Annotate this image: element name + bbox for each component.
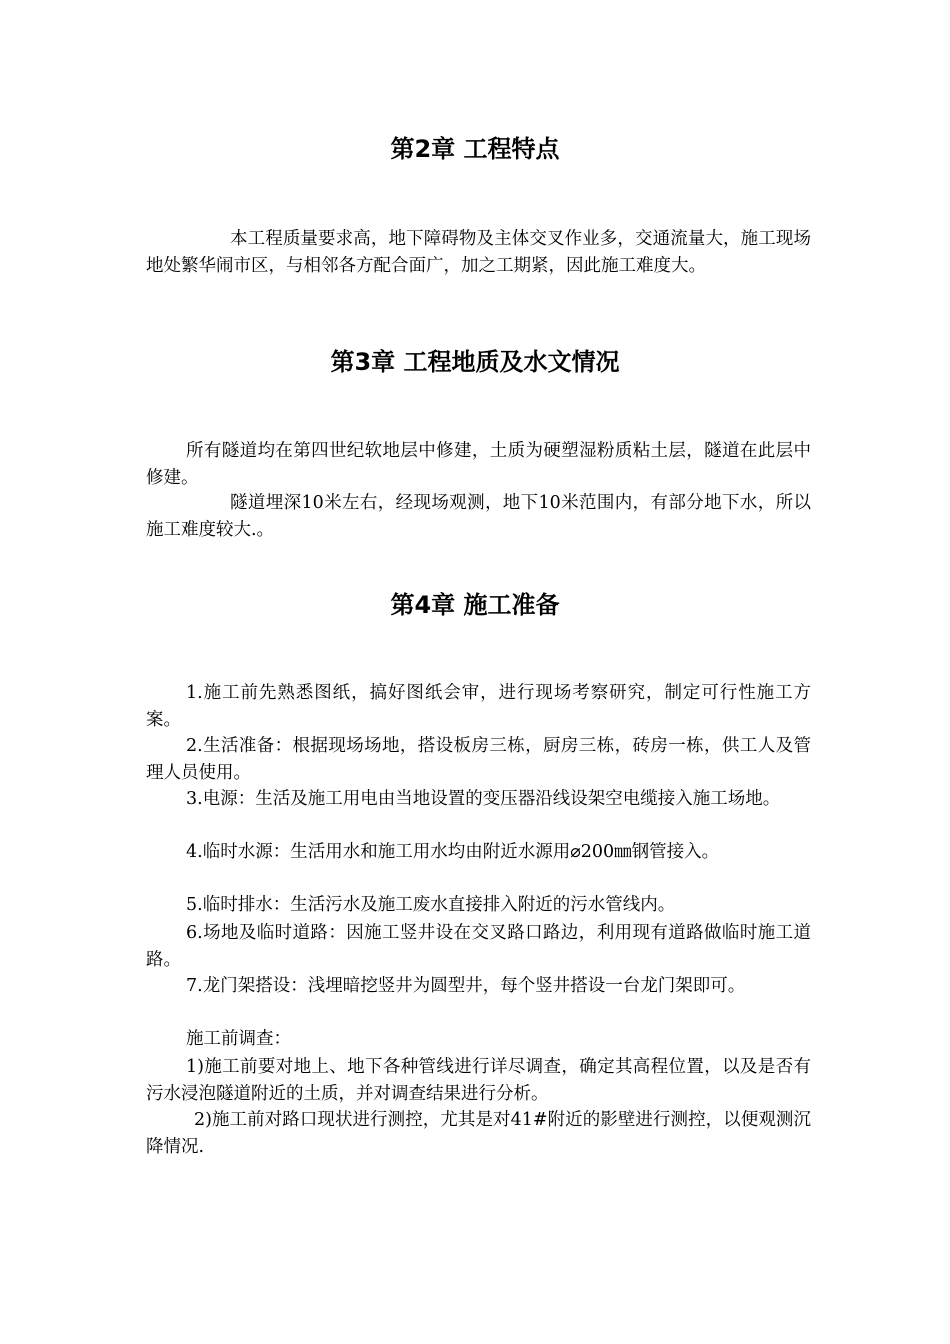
chapter-2-paragraph: 本工程质量要求高，地下障碍物及主体交叉作业多，交通流量大，施工现场地处繁华闹市区，与相邻各方配合面广，加之工期紧，因此施工难度大。 (146, 229, 811, 276)
survey-item-1: 1)施工前要对地上、地下各种管线进行详尽调查，确定其高程位置，以及是否有污水浸泡隧道附近的土质，并对调查结果进行分析。 (146, 1057, 811, 1104)
chapter-4-heading: 第4章 施工准备 (390, 591, 560, 619)
prep-item-2: 2.生活准备：根据现场场地，搭设板房三栋，厨房三栋，砖房一栋，供工人及管理人员使用。 (146, 736, 811, 783)
chapter-3-paragraph-1: 所有隧道均在第四世纪软地层中修建，土质为硬塑湿粉质粘土层，隧道在此层中修建。 (146, 441, 811, 488)
prep-item-5: 5.临时排水：生活污水及施工废水直接排入附近的污水管线内。 (186, 895, 676, 915)
chapter-2-heading: 第2章 工程特点 (390, 135, 560, 163)
chapter-3-paragraph-2: 隧道埋深10米左右，经现场观测，地下10米范围内，有部分地下水，所以施工难度较大.。 (146, 493, 811, 540)
prep-item-6: 6.场地及临时道路：因施工竖井设在交叉路口路边，利用现有道路做临时施工道路。 (146, 923, 811, 970)
chapter-3-heading: 第3章 工程地质及水文情况 (330, 348, 620, 376)
prep-item-3: 3.电源：生活及施工用电由当地设置的变压器沿线设架空电缆接入施工场地。 (186, 789, 781, 809)
prep-item-7: 7.龙门架搭设：浅埋暗挖竖井为圆型井，每个竖井搭设一台龙门架即可。 (186, 976, 746, 996)
survey-label: 施工前调查： (186, 1029, 291, 1049)
prep-item-4: 4.临时水源：生活用水和施工用水均由附近水源用⌀200㎜钢管接入。 (186, 842, 720, 862)
prep-item-1: 1.施工前先熟悉图纸，搞好图纸会审，进行现场考察研究，制定可行性施工方案。 (146, 683, 811, 730)
survey-item-2: 2)施工前对路口现状进行测控，尤其是对41#附近的影壁进行测控，以便观测沉降情况. (146, 1110, 811, 1157)
